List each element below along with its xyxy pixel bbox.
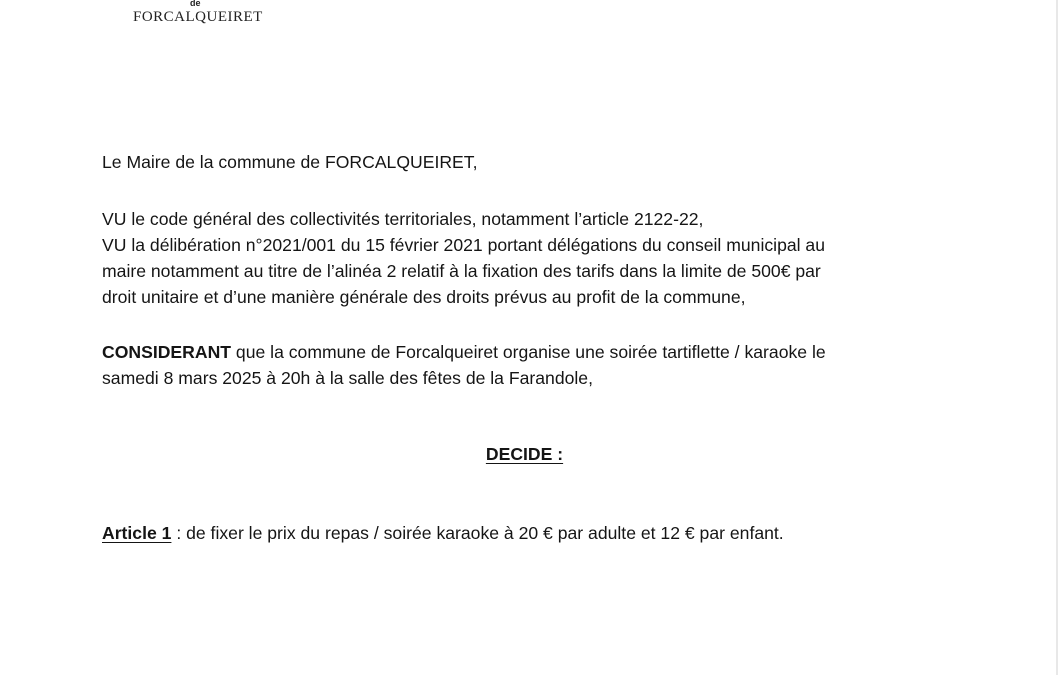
- article-1-label: Article 1: [102, 523, 172, 543]
- header-de: de: [190, 0, 201, 8]
- article-1-text: : de fixer le prix du repas / soirée karaoke à 20 € par adulte et 12 € par enfant.: [171, 523, 784, 543]
- considerant-line-1-text: que la commune de Forcalqueiret organise une soirée tartiflette / karaoke le: [231, 342, 826, 362]
- vu-line-3: maire notamment au titre de l’alinéa 2 relatif à la fixation des tarifs dans la limite de 500€ par: [102, 261, 821, 281]
- vu-line-1: VU le code général des collectivités territoriales, notamment l’article 2122-22,: [102, 209, 704, 229]
- considerant-line-1: [102, 339, 826, 365]
- header-town-name: FORCALQUEIRET: [133, 9, 263, 25]
- considerant-line-2: samedi 8 mars 2025 à 20h à la salle des fêtes de la Farandole,: [102, 368, 593, 388]
- vu-line-2: VU la délibération n°2021/001 du 15 février 2021 portant délégations du conseil municipal au: [102, 235, 826, 255]
- vu-line-4: droit unitaire et d’une manière générale des droits prévus au profit de la commune,: [102, 287, 746, 307]
- article-1: [102, 520, 784, 546]
- considerant-keyword: CONSIDERANT: [102, 342, 232, 362]
- decide-heading: DECIDE :: [485, 444, 564, 464]
- intro-line: Le Maire de la commune de FORCALQUEIRET,: [102, 152, 478, 172]
